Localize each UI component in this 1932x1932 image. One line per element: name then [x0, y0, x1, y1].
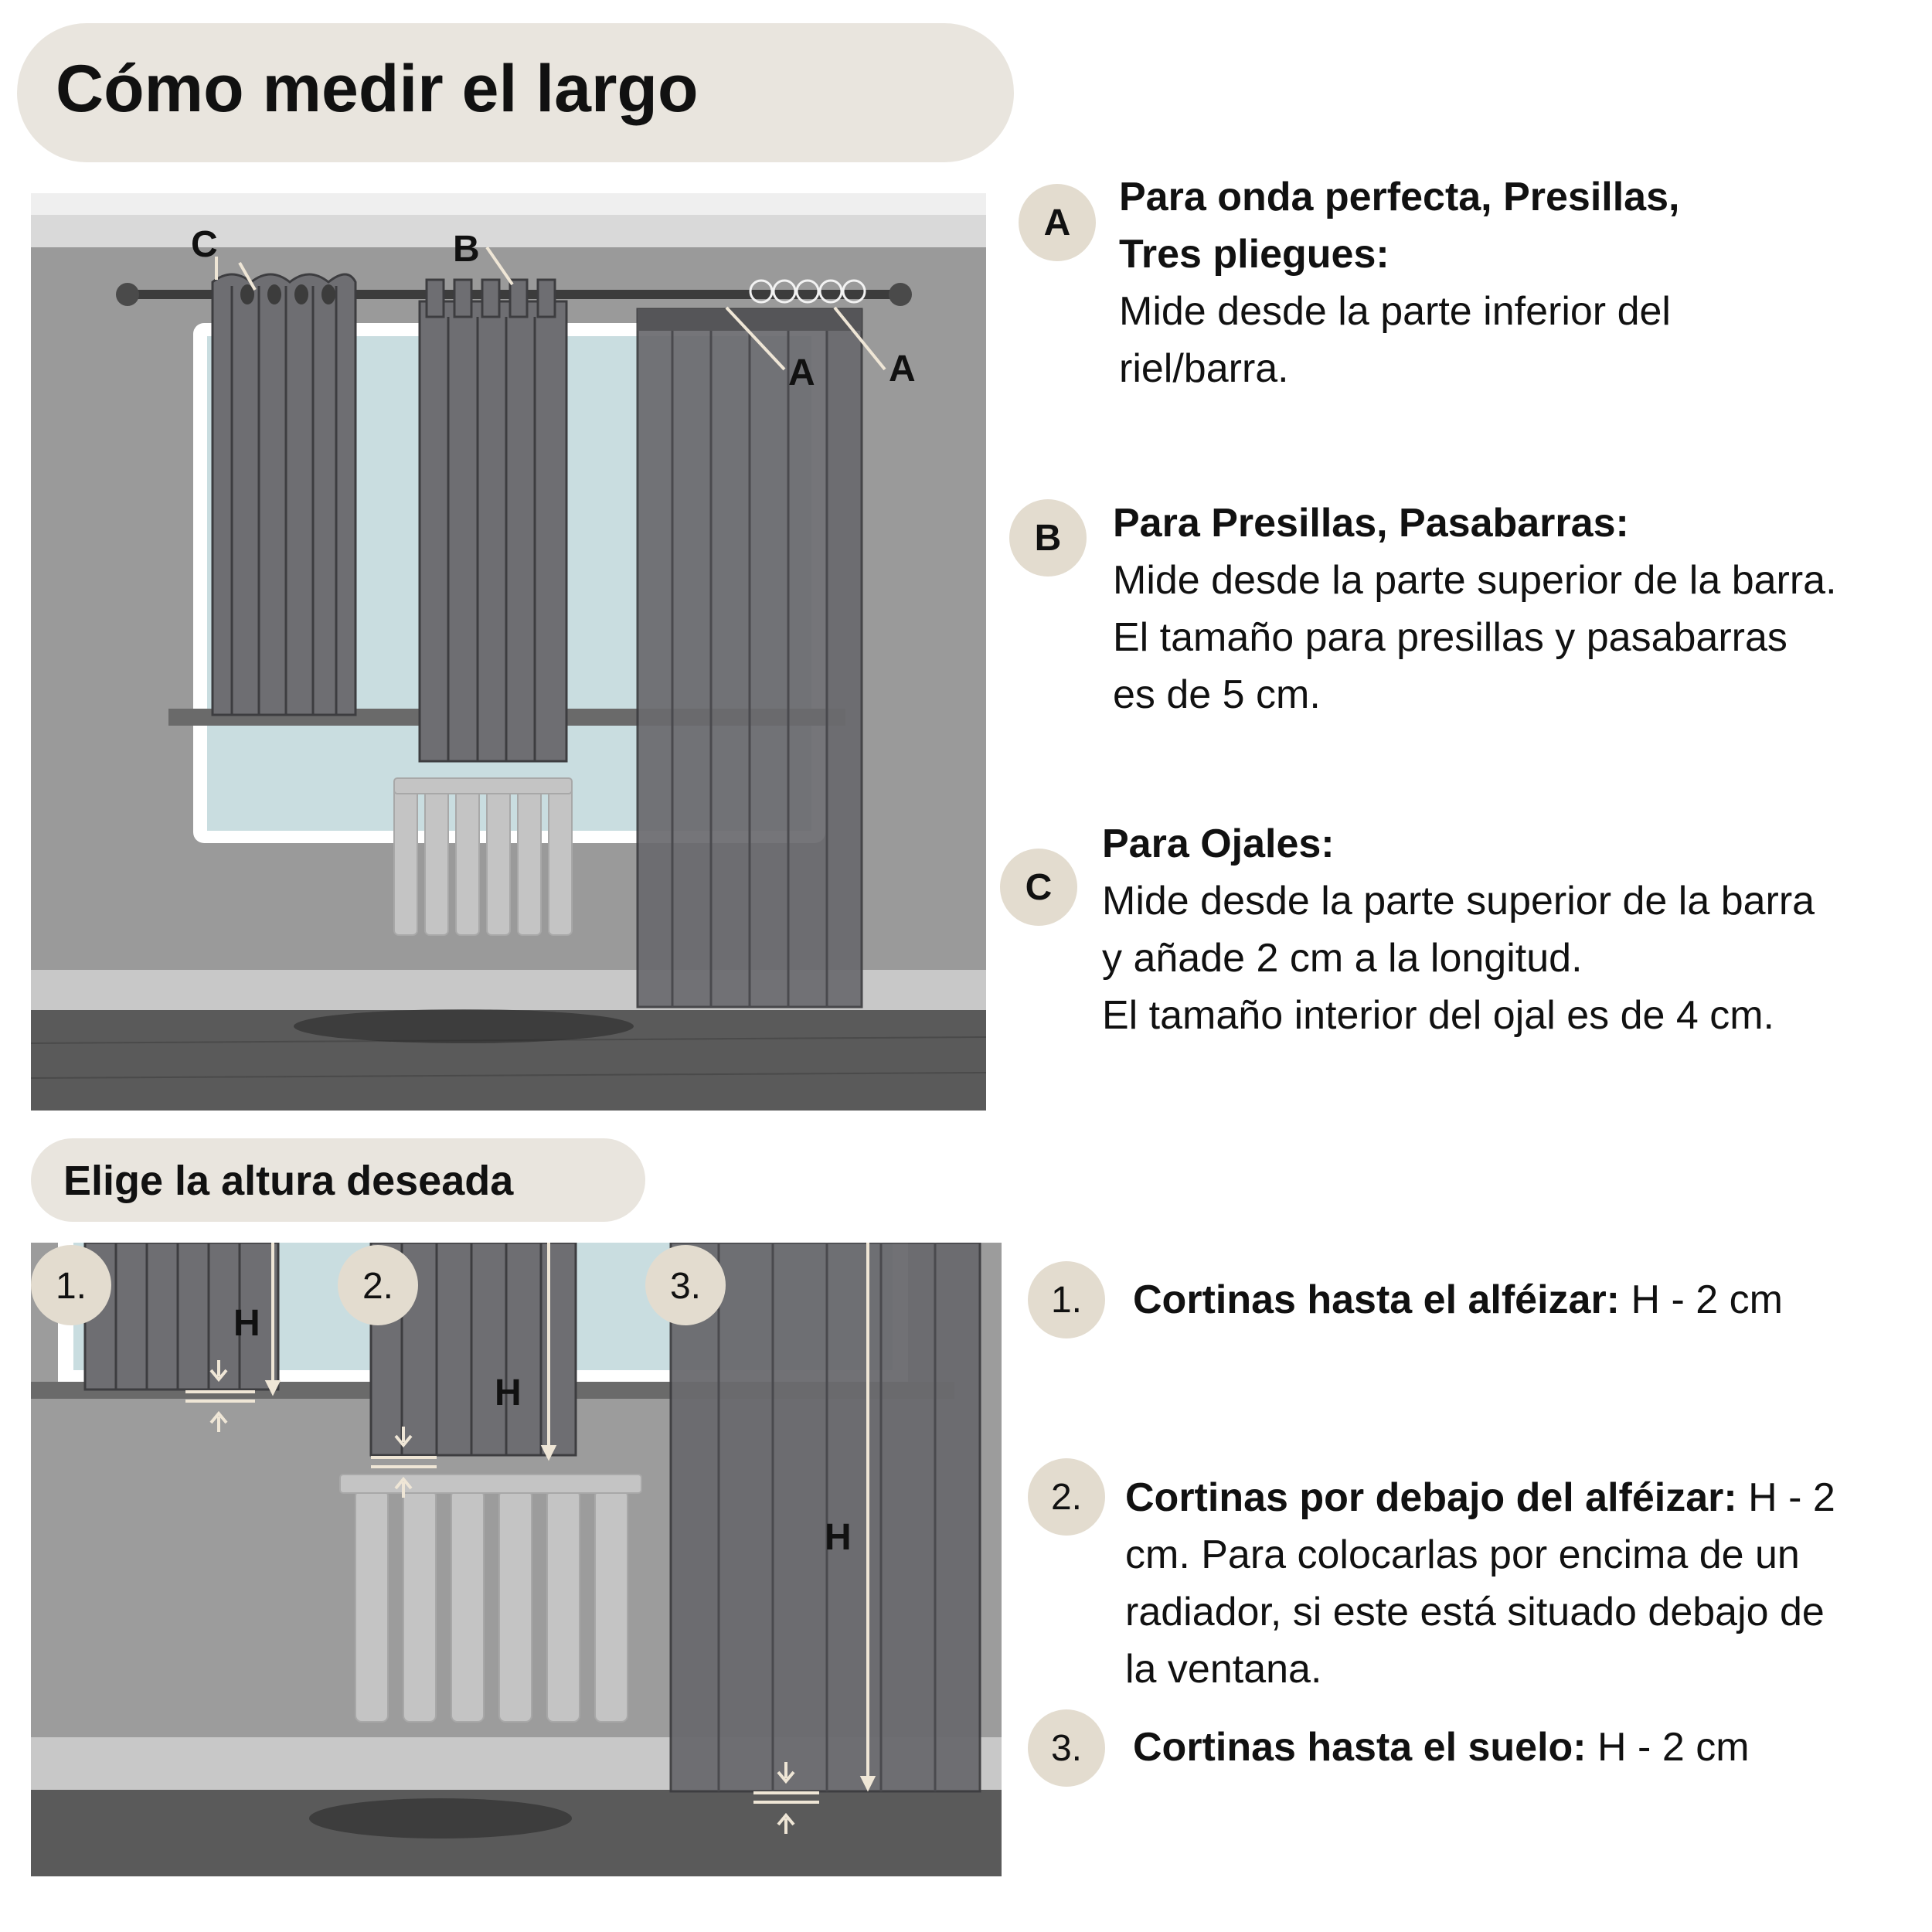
label-a-2: A [889, 349, 916, 389]
badge-c: C [1000, 849, 1077, 926]
curtain-tab [420, 280, 566, 761]
label-c: C [191, 224, 218, 265]
curtain-pleat [638, 281, 865, 1007]
option-3-text: Cortinas hasta el suelo: H - 2 cm [1133, 1725, 1750, 1770]
measure-b-text: Para Presillas, Pasabarras: Mide desde la parte superior de la barra. El tamaño para presillas y pasabarras es de 5 cm. [1113, 501, 1837, 717]
badge-a: A [1019, 184, 1096, 261]
option-badge-2: 2. [1028, 1458, 1105, 1536]
option-badge-1: 1. [1028, 1261, 1105, 1338]
h-label-3: H [825, 1517, 852, 1558]
diagram-badge-2: 2. [362, 1266, 394, 1307]
diagram-measure-length [31, 193, 986, 1111]
label-b: B [453, 229, 480, 270]
option-2-text: Cortinas por debajo del alféizar: H - 2 cm. Para colocarlas por encima de un radiador, si este está situado debajo de la ventana. [1125, 1475, 1835, 1692]
label-a-1: A [788, 352, 815, 393]
diagram-badge-3: 3. [669, 1266, 702, 1307]
diagram-badge-1: 1. [55, 1266, 87, 1307]
h-label-2: H [495, 1372, 522, 1413]
page-title: Cómo medir el largo [56, 52, 699, 126]
badge-b: B [1009, 499, 1087, 577]
h-label-1: H [233, 1303, 260, 1344]
height-section-title: Elige la altura deseada [63, 1158, 514, 1204]
option-1-text: Cortinas hasta el alféizar: H - 2 cm [1133, 1277, 1783, 1322]
measure-a-text: Para onda perfecta, Presillas, Tres pliegues: Mide desde la parte inferior del riel/barra. [1119, 175, 1680, 391]
measure-c-text: Para Ojales: Mide desde la parte superior de la barra y añade 2 cm a la longitud. El tamaño interior del ojal es de 4 cm. [1102, 821, 1815, 1038]
option-badge-3: 3. [1028, 1709, 1105, 1787]
diagram-height-options [31, 1243, 1002, 1876]
curtain-eyelet [213, 274, 355, 715]
